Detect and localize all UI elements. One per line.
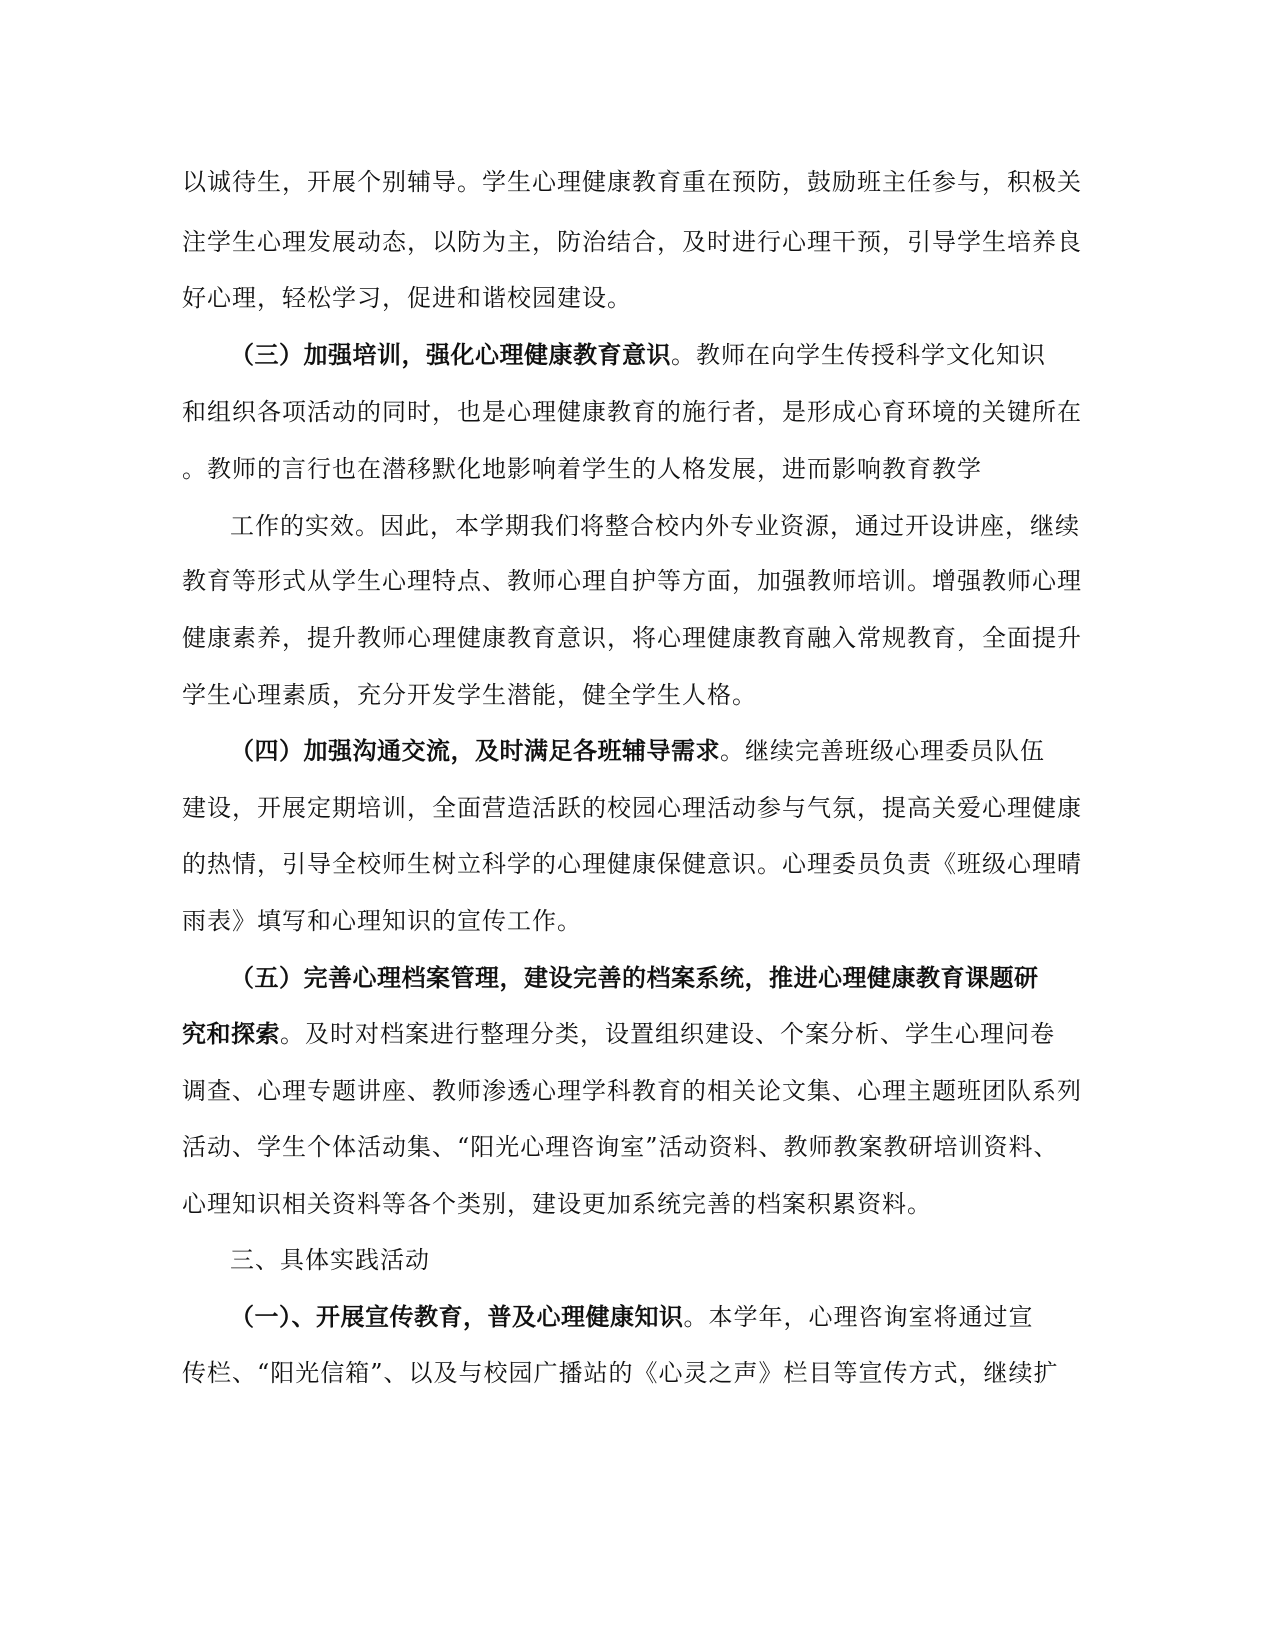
paragraph-4-line-4: 雨表》填写和心理知识的宣传工作。 (182, 907, 582, 935)
paragraph-5-heading: （五）完善心理档案管理，建设完善的档案系统，推进心理健康教育课题研 (230, 964, 1039, 992)
paragraph-3-line-3: 健康素养，提升教师心理健康教育意识，将心理健康教育融入常规教育，全面提升 (182, 624, 1082, 652)
paragraph-4-line-1-text: 。继续完善班级心理委员队伍 (720, 737, 1045, 765)
paragraph-2-line-2: 和组织各项活动的同时，也是心理健康教育的施行者，是形成心育环境的关键所在 (182, 398, 1082, 426)
paragraph-5-line-4: 活动、学生个体活动集、“阳光心理咨询室”活动资料、教师教案教研培训资料、 (182, 1133, 1059, 1161)
paragraph-4-heading: （四）加强沟通交流，及时满足各班辅导需求 (230, 737, 720, 765)
paragraph-5-line-2 (182, 1018, 1055, 1050)
paragraph-6-line-1 (230, 1301, 1034, 1333)
paragraph-4-line-3: 的热情，引导全校师生树立科学的心理健康保健意识。心理委员负责《班级心理晴 (182, 850, 1082, 878)
paragraph-5-line-3: 调查、心理专题讲座、教师渗透心理学科教育的相关论文集、心理主题班团队系列 (182, 1077, 1082, 1105)
paragraph-3-line-2: 教育等形式从学生心理特点、教师心理自护等方面，加强教师培训。增强教师心理 (182, 567, 1082, 595)
paragraph-2-heading: （三）加强培训，强化心理健康教育意识 (230, 341, 671, 369)
paragraph-3-line-4: 学生心理素质，充分开发学生潜能，健全学生人格。 (182, 681, 757, 709)
paragraph-6-line-1-text: 。本学年，心理咨询室将通过宣 (683, 1303, 1034, 1331)
paragraph-2-line-1-text: 。教师在向学生传授科学文化知识 (671, 341, 1046, 369)
paragraph-1-line-1: 以诚待生，开展个别辅导。学生心理健康教育重在预防，鼓励班主任参与，积极关 (182, 168, 1082, 196)
paragraph-2-line-3: 。教师的言行也在潜移默化地影响着学生的人格发展，进而影响教育教学 (182, 455, 982, 483)
paragraph-5-line-5: 心理知识相关资料等各个类别，建设更加系统完善的档案积累资料。 (182, 1190, 932, 1218)
paragraph-2-line-1 (230, 339, 1046, 371)
paragraph-6-line-2: 传栏、“阳光信箱”、以及与校园广播站的《心灵之声》栏目等宣传方式，继续扩 (182, 1359, 1059, 1387)
paragraph-5-line-2-text: 。及时对档案进行整理分类，设置组织建设、个案分析、学生心理问卷 (280, 1020, 1055, 1048)
paragraph-1-line-3: 好心理，轻松学习，促进和谐校园建设。 (182, 284, 632, 312)
paragraph-6-heading: （一）、开展宣传教育，普及心理健康知识 (230, 1303, 684, 1331)
paragraph-3-line-1: 工作的实效。因此，本学期我们将整合校内外专业资源，通过开设讲座，继续 (230, 512, 1080, 540)
paragraph-1-line-2: 注学生心理发展动态，以防为主，防治结合，及时进行心理干预，引导学生培养良 (182, 228, 1082, 256)
paragraph-5-heading-end: 究和探索 (182, 1020, 280, 1048)
section-heading: 三、具体实践活动 (230, 1246, 430, 1274)
paragraph-4-line-1 (230, 735, 1045, 767)
paragraph-4-line-2: 建设，开展定期培训，全面营造活跃的校园心理活动参与气氛，提高关爱心理健康 (182, 794, 1082, 822)
